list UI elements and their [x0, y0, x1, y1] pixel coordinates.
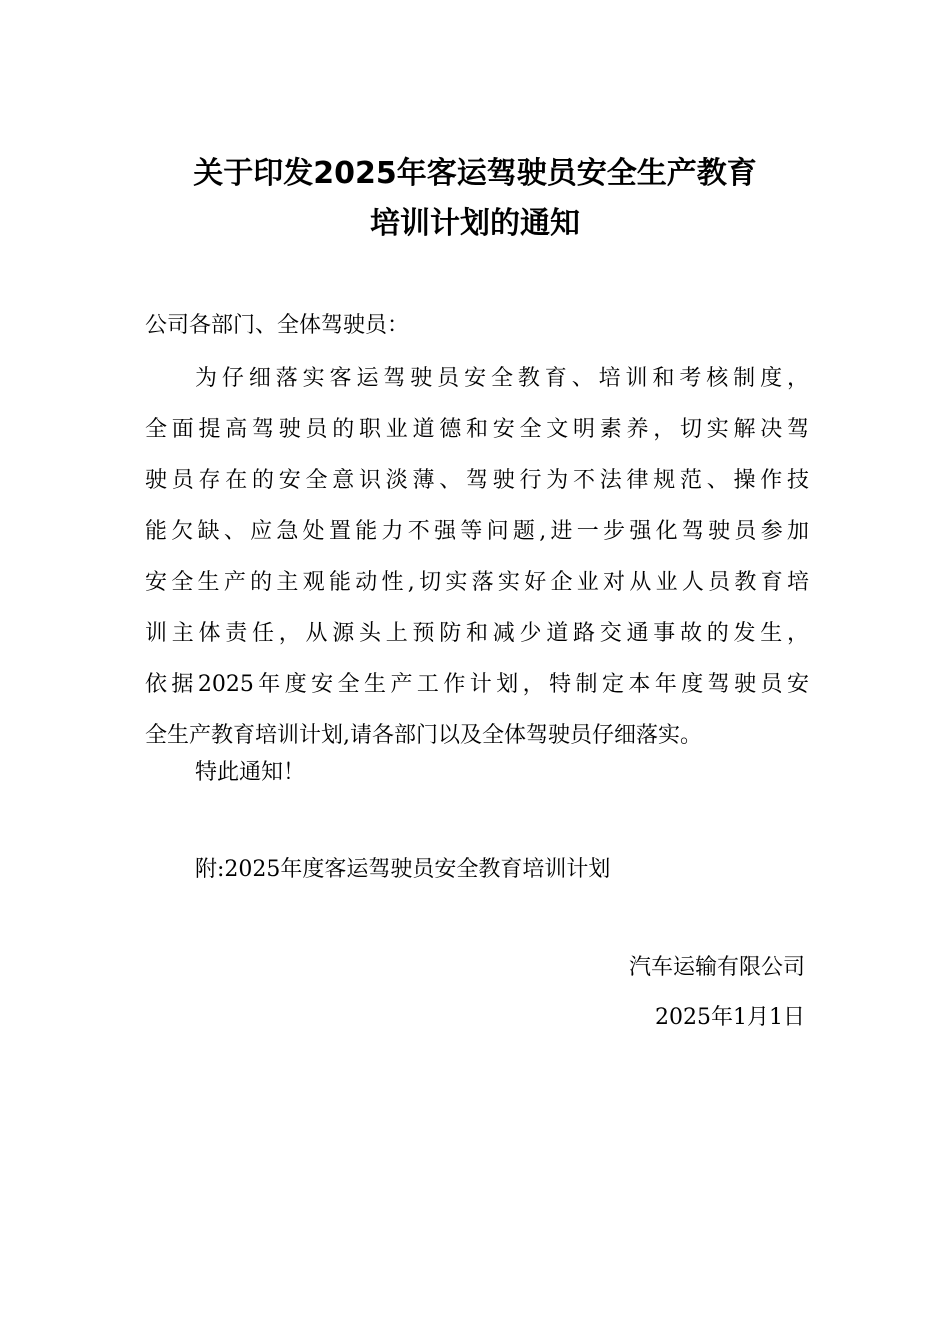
signature-date: 2025年1月1日: [655, 1005, 805, 1030]
body-line: 安全生产的主观能动性,切实落实好企业对从业人员教育培: [145, 570, 809, 595]
body-line: 驶员存在的安全意识淡薄、驾驶行为不法律规范、操作技: [145, 468, 809, 493]
document-title-line-1: 关于印发2025年客运驾驶员安全生产教育: [193, 156, 757, 191]
salutation: 公司各部门、全体驾驶员：: [145, 313, 410, 338]
body-line: 依据2025年度安全生产工作计划，特制定本年度驾驶员安: [145, 672, 809, 697]
body-paragraph: [145, 353, 809, 761]
body-line: 为仔细落实客运驾驶员安全教育、培训和考核制度，: [195, 366, 809, 391]
signature-company: 汽车运输有限公司: [628, 955, 805, 980]
body-line: 全面提高驾驶员的职业道德和安全文明素养，切实解决驾: [145, 417, 809, 442]
attachment-note: 附:2025年度客运驾驶员安全教育培训计划: [195, 857, 611, 882]
body-line: 训主体责任，从源头上预防和减少道路交通事故的发生，: [145, 621, 809, 646]
body-line: 能欠缺、应急处置能力不强等问题,进一步强化驾驶员参加: [145, 519, 809, 544]
document-title-line-2: 培训计划的通知: [370, 206, 580, 241]
closing-notice: 特此通知！: [195, 760, 306, 785]
body-line: 全生产教育培训计划,请各部门以及全体驾驶员仔细落实。: [145, 723, 702, 748]
